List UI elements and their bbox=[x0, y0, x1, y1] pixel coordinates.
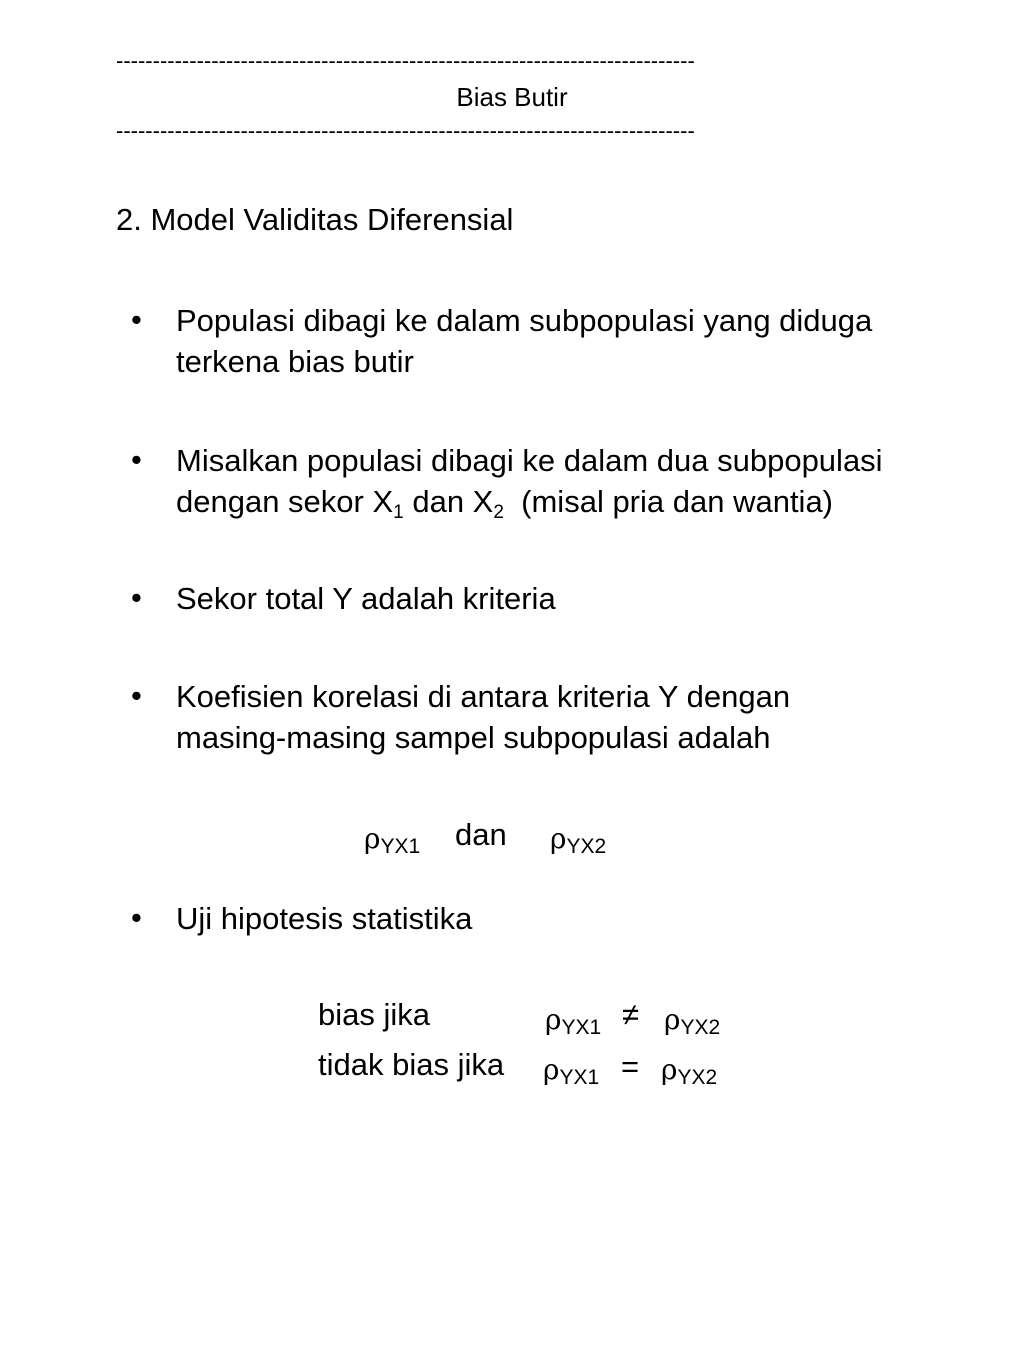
subscript-2: 2 bbox=[493, 502, 504, 523]
bullet-1-line-1: Populasi dibagi ke dalam subpopulasi yang diduga bbox=[176, 303, 873, 338]
rho-symbol: ρ bbox=[545, 1003, 562, 1036]
not-equal-sign: ≠ bbox=[622, 997, 640, 1032]
subscript-yx1: YX1 bbox=[559, 1066, 600, 1089]
bias-label: bias jika bbox=[318, 997, 430, 1032]
rho-yx2-formula bbox=[661, 1053, 717, 1090]
bullet-marker: • bbox=[131, 580, 142, 615]
equal-sign: = bbox=[621, 1049, 640, 1084]
bullet-text-2 bbox=[176, 440, 976, 522]
bullet-marker: • bbox=[131, 900, 142, 935]
rho-yx1-formula bbox=[364, 822, 420, 859]
header-top-rule: ------------------------------------------------------------------------------- bbox=[116, 48, 695, 73]
bullet-2-text-b: dan X bbox=[403, 484, 494, 519]
bullet-marker: • bbox=[131, 678, 142, 713]
bullet-1-line-2: terkena bias butir bbox=[176, 344, 414, 379]
rho-yx2-formula bbox=[550, 822, 606, 859]
subscript-1: 1 bbox=[393, 502, 404, 523]
bullet-text-4 bbox=[176, 676, 976, 758]
rho-yx1-formula bbox=[543, 1053, 599, 1090]
bullet-text-1 bbox=[176, 300, 976, 382]
bullet-marker: • bbox=[131, 442, 142, 477]
rho-symbol: ρ bbox=[543, 1053, 560, 1086]
page-header-title: Bias Butir bbox=[456, 82, 568, 112]
subscript-yx2: YX2 bbox=[680, 1016, 721, 1039]
not-bias-label: tidak bias jika bbox=[318, 1047, 505, 1082]
bullet-marker: • bbox=[131, 302, 142, 337]
subscript-yx1: YX1 bbox=[561, 1016, 602, 1039]
header-bottom-rule: ------------------------------------------------------------------------------- bbox=[116, 118, 695, 143]
bullet-text-3 bbox=[176, 578, 976, 619]
rho-symbol: ρ bbox=[661, 1053, 678, 1086]
subscript-yx2: YX2 bbox=[677, 1066, 718, 1089]
bullet-2-line-2 bbox=[176, 481, 976, 522]
rho-yx2-formula bbox=[664, 1003, 720, 1040]
section-title: 2. Model Validitas Diferensial bbox=[116, 202, 514, 237]
rho-symbol: ρ bbox=[664, 1003, 681, 1036]
rho-symbol: ρ bbox=[364, 822, 381, 855]
bullet-2-text-a: dengan sekor X bbox=[176, 484, 394, 519]
bullet-2-text-c: (misal pria dan wantia) bbox=[503, 484, 834, 519]
bullet-5-line-1: Uji hipotesis statistika bbox=[176, 901, 473, 936]
dan-label: dan bbox=[455, 817, 507, 852]
subscript-yx1: YX1 bbox=[380, 835, 421, 858]
bullet-4-line-2: masing-masing sampel subpopulasi adalah bbox=[176, 720, 771, 755]
rho-symbol: ρ bbox=[550, 822, 567, 855]
rho-yx1-formula bbox=[545, 1003, 601, 1040]
bullet-4-line-1: Koefisien korelasi di antara kriteria Y dengan bbox=[176, 679, 791, 714]
bullet-3-line-1: Sekor total Y adalah kriteria bbox=[176, 581, 556, 616]
subscript-yx2: YX2 bbox=[566, 835, 607, 858]
bullet-text-5 bbox=[176, 898, 976, 939]
bullet-2-line-1: Misalkan populasi dibagi ke dalam dua subpopulasi bbox=[176, 443, 883, 478]
